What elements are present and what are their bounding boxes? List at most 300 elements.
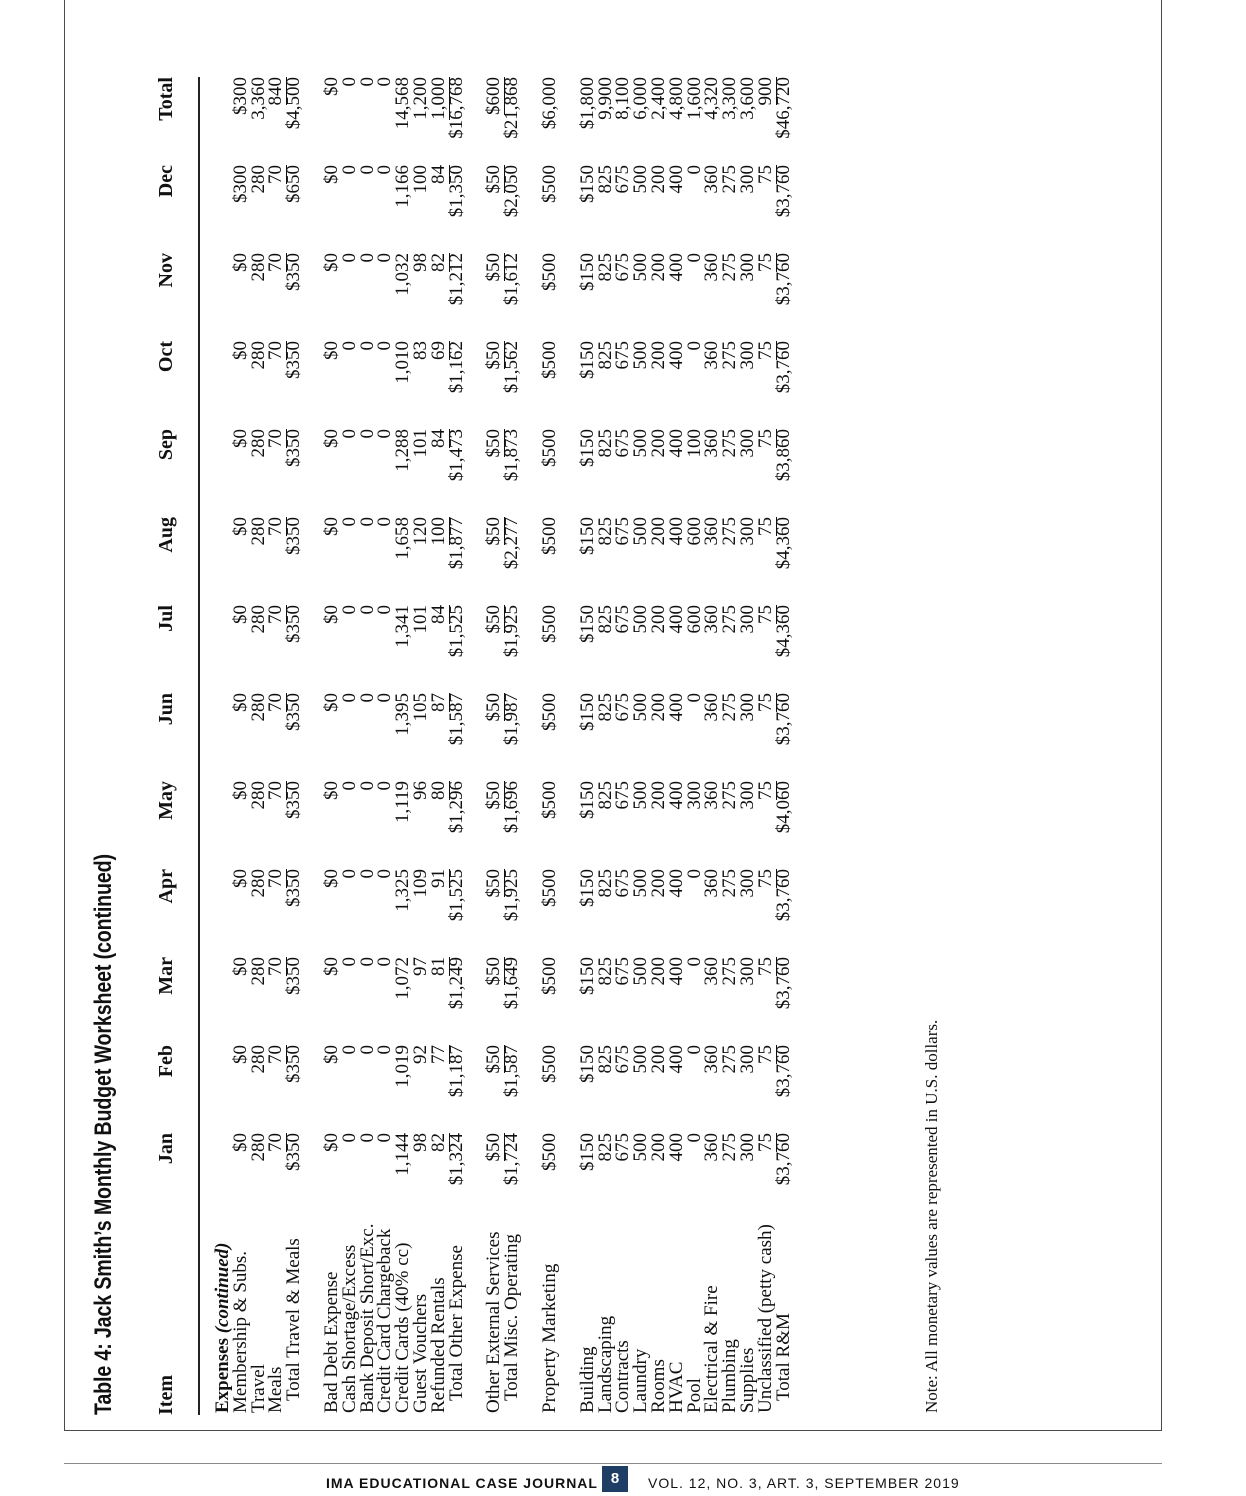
- cell-apr: [503, 869, 521, 957]
- cell-value: 82: [427, 253, 449, 272]
- row-label: Total Other Expense: [445, 1245, 467, 1401]
- cell-dec: [320, 165, 342, 253]
- cell-value: $1,873: [501, 429, 523, 482]
- cell-value: 275: [719, 1045, 741, 1074]
- cell-nov: [665, 253, 687, 341]
- cell-value: $350: [283, 869, 305, 907]
- cell-value: 300: [736, 781, 758, 810]
- footnote: Note: All monetary values are represented in U.S. dollars.: [922, 1019, 941, 1413]
- cell-value: 275: [719, 869, 741, 898]
- cell-total: [356, 77, 378, 165]
- cell-value: 300: [736, 605, 758, 634]
- cell-value: 0: [356, 77, 378, 87]
- cell-may: [356, 781, 378, 869]
- cell-value: 300: [736, 253, 758, 282]
- row-label: Other External Services: [483, 1231, 505, 1413]
- cell-value: $500: [538, 517, 560, 555]
- cell-value: 3,600: [736, 77, 758, 120]
- cell-value: $50: [483, 1045, 505, 1074]
- cell-value: 6,000: [630, 77, 652, 120]
- cell-value: $1,562: [501, 341, 523, 394]
- cell-value: 825: [594, 869, 616, 898]
- cell-value: $4,500: [283, 77, 305, 130]
- row-label: Property Marketing: [538, 1263, 560, 1413]
- cell-value: 4,800: [665, 77, 687, 120]
- cell-value: 400: [665, 605, 687, 634]
- cell-jun: [356, 693, 378, 781]
- cell-value: $0: [229, 605, 251, 624]
- cell-value: 96: [409, 781, 431, 800]
- cell-value: 500: [630, 781, 652, 810]
- cell-value: $500: [538, 1133, 560, 1171]
- cell-value: 200: [647, 1133, 669, 1162]
- cell-value: 100: [409, 165, 431, 194]
- cell-value: $0: [320, 341, 342, 360]
- cell-value: 0: [356, 1045, 378, 1055]
- cell-value: 1,019: [392, 1045, 414, 1088]
- cell-value: $350: [283, 957, 305, 995]
- cell-value: 8,100: [612, 77, 634, 120]
- cell-value: $50: [483, 605, 505, 634]
- cell-value: $500: [538, 1045, 560, 1083]
- cell-value: $4,360: [772, 605, 794, 658]
- cell-jan: [338, 1133, 360, 1221]
- cell-value: 1,341: [392, 605, 414, 648]
- cell-value: 1,144: [392, 1133, 414, 1176]
- cell-oct: [538, 341, 560, 429]
- cell-value: 0: [683, 957, 705, 967]
- cell-value: $0: [320, 1045, 342, 1064]
- cell-feb: [320, 1045, 342, 1133]
- cell-value: 0: [683, 253, 705, 263]
- cell-value: $0: [229, 957, 251, 976]
- cell-mar: [538, 957, 560, 1045]
- row-label: HVAC: [665, 1361, 687, 1413]
- cell-value: 75: [754, 1045, 776, 1064]
- cell-value: 1,000: [427, 77, 449, 120]
- cell-jan: [285, 1133, 303, 1221]
- budget-table: [156, 77, 792, 1415]
- cell-value: 0: [374, 517, 396, 527]
- row-label: Guest Vouchers: [409, 1293, 431, 1413]
- table-row: [359, 77, 377, 1415]
- cell-value: 0: [683, 1045, 705, 1055]
- cell-value: 500: [630, 429, 652, 458]
- cell-value: 100: [683, 429, 705, 458]
- cell-value: 500: [630, 165, 652, 194]
- page-footer: [0, 1470, 1246, 1496]
- cell-nov: [356, 253, 378, 341]
- row-label: Credit Cards (40% cc): [392, 1242, 414, 1413]
- cell-value: 81: [427, 957, 449, 976]
- cell-value: 200: [647, 781, 669, 810]
- cell-value: $50: [483, 341, 505, 370]
- cell-value: $0: [229, 517, 251, 536]
- cell-value: 84: [427, 605, 449, 624]
- cell-mar: [338, 957, 360, 1045]
- cell-total: [320, 77, 342, 165]
- cell-value: 0: [356, 1133, 378, 1143]
- cell-value: 0: [374, 77, 396, 87]
- cell-aug: [772, 517, 794, 605]
- column-header-jan: Jan: [155, 1133, 177, 1165]
- cell-value: 0: [683, 341, 705, 351]
- cell-value: $50: [483, 1133, 505, 1162]
- table-row: [394, 77, 412, 1415]
- cell-value: $1,800: [576, 77, 598, 130]
- cell-value: 300: [736, 1045, 758, 1074]
- cell-value: 84: [427, 429, 449, 448]
- cell-jan: [503, 1133, 521, 1221]
- cell-value: $4,060: [772, 781, 794, 834]
- row-label: Electrical & Fire: [701, 1285, 723, 1413]
- cell-oct: [445, 341, 467, 429]
- cell-value: 70: [265, 253, 287, 272]
- cell-value: 280: [247, 1045, 269, 1074]
- cell-value: 360: [701, 605, 723, 634]
- cell-value: $3,760: [772, 957, 794, 1010]
- cell-value: $3,760: [772, 693, 794, 746]
- cell-value: $0: [229, 341, 251, 360]
- cell-value: 675: [612, 517, 634, 546]
- cell-jul: [356, 605, 378, 693]
- cell-value: 280: [247, 517, 269, 546]
- cell-value: 400: [665, 693, 687, 722]
- cell-value: 70: [265, 1045, 287, 1064]
- row-label: Total R&M: [772, 1313, 794, 1401]
- cell-value: 360: [701, 517, 723, 546]
- cell-value: 1,658: [392, 517, 414, 560]
- issue-info: VOL. 12, NO. 3, ART. 3, SEPTEMBER 2019: [648, 1475, 960, 1491]
- cell-aug: [445, 517, 467, 605]
- row-label: Building: [576, 1346, 598, 1413]
- cell-total: [285, 77, 303, 165]
- cell-value: 70: [265, 165, 287, 184]
- cell-value: 280: [247, 781, 269, 810]
- cell-nov: [772, 253, 794, 341]
- cell-value: 75: [754, 429, 776, 448]
- cell-value: 300: [736, 869, 758, 898]
- cell-value: 0: [338, 1045, 360, 1055]
- cell-value: $150: [576, 781, 598, 819]
- cell-jul: [445, 605, 467, 693]
- total-row: [775, 77, 793, 1415]
- cell-nov: [503, 253, 521, 341]
- cell-value: 675: [612, 1133, 634, 1162]
- cell-value: $1,724: [501, 1133, 523, 1186]
- cell-value: 0: [356, 605, 378, 615]
- cell-jun: [285, 693, 303, 781]
- cell-value: 0: [338, 605, 360, 615]
- cell-apr: [356, 869, 378, 957]
- cell-value: 360: [701, 1045, 723, 1074]
- cell-value: $150: [576, 517, 598, 555]
- cell-value: 1,200: [409, 77, 431, 120]
- cell-value: $300: [229, 165, 251, 203]
- cell-value: 280: [247, 429, 269, 458]
- cell-value: $500: [538, 165, 560, 203]
- cell-value: 75: [754, 781, 776, 800]
- table-row: [412, 77, 430, 1415]
- cell-value: 75: [754, 869, 776, 888]
- cell-oct: [285, 341, 303, 429]
- cell-value: 69: [427, 341, 449, 360]
- cell-value: $3,760: [772, 341, 794, 394]
- cell-value: 825: [594, 1133, 616, 1162]
- cell-value: $0: [229, 429, 251, 448]
- column-header-jun: Jun: [155, 693, 177, 726]
- cell-value: $21,868: [501, 77, 523, 139]
- cell-value: $150: [576, 605, 598, 643]
- cell-value: $3,860: [772, 429, 794, 482]
- cell-value: 0: [338, 1133, 360, 1143]
- cell-value: $350: [283, 605, 305, 643]
- cell-feb: [772, 1045, 794, 1133]
- row-label: Unclassified (petty cash): [754, 1224, 776, 1413]
- cell-jul: [538, 605, 560, 693]
- cell-value: 0: [356, 253, 378, 263]
- cell-jul: [503, 605, 521, 693]
- cell-oct: [320, 341, 342, 429]
- cell-value: 200: [647, 1045, 669, 1074]
- cell-value: $2,050: [501, 165, 523, 218]
- cell-value: 200: [647, 341, 669, 370]
- cell-value: 0: [374, 693, 396, 703]
- cell-oct: [338, 341, 360, 429]
- cell-mar: [285, 957, 303, 1045]
- cell-value: 500: [630, 605, 652, 634]
- cell-value: $0: [320, 77, 342, 96]
- cell-jul: [338, 605, 360, 693]
- cell-value: 2,400: [647, 77, 669, 120]
- cell-value: $1,612: [501, 253, 523, 306]
- rotated-table-page: [82, 75, 942, 1415]
- cell-value: $150: [576, 869, 598, 907]
- cell-value: $3,760: [772, 1133, 794, 1186]
- cell-value: 825: [594, 781, 616, 810]
- cell-jan: [356, 1133, 378, 1221]
- cell-value: $150: [576, 165, 598, 203]
- cell-total: [445, 77, 467, 165]
- cell-apr: [665, 869, 687, 957]
- page-number: 8: [602, 1466, 628, 1492]
- column-header-jul: Jul: [155, 605, 177, 632]
- cell-value: 87: [427, 693, 449, 712]
- cell-value: $1,925: [501, 605, 523, 658]
- cell-value: 0: [374, 1045, 396, 1055]
- cell-value: $16,768: [445, 77, 467, 139]
- cell-feb: [285, 1045, 303, 1133]
- cell-mar: [320, 957, 342, 1045]
- cell-value: 0: [356, 781, 378, 791]
- cell-mar: [772, 957, 794, 1045]
- cell-value: 75: [754, 693, 776, 712]
- row-label: Refunded Rentals: [427, 1277, 449, 1413]
- cell-dec: [338, 165, 360, 253]
- row-label: Contracts: [612, 1340, 634, 1413]
- cell-value: 0: [374, 605, 396, 615]
- section-heading-row: [199, 77, 232, 1415]
- cell-total: [538, 77, 560, 165]
- column-header-aug: Aug: [155, 517, 177, 553]
- cell-value: $500: [538, 693, 560, 731]
- cell-value: 275: [719, 1133, 741, 1162]
- cell-value: $1,587: [501, 1045, 523, 1098]
- table-row: [668, 77, 686, 1415]
- cell-value: 0: [338, 781, 360, 791]
- cell-value: 825: [594, 165, 616, 194]
- cell-value: $50: [483, 869, 505, 898]
- row-label: Meals: [265, 1366, 287, 1413]
- cell-value: 70: [265, 429, 287, 448]
- cell-value: 280: [247, 253, 269, 282]
- cell-value: 200: [647, 517, 669, 546]
- cell-value: $0: [320, 429, 342, 448]
- row-label: Supplies: [736, 1347, 758, 1413]
- cell-value: $0: [229, 869, 251, 888]
- cell-jan: [538, 1133, 560, 1221]
- cell-value: $3,760: [772, 165, 794, 218]
- cell-total: [772, 77, 794, 165]
- column-header-nov: Nov: [155, 253, 177, 288]
- cell-value: 275: [719, 517, 741, 546]
- cell-value: $50: [483, 165, 505, 194]
- cell-value: $0: [320, 1133, 342, 1152]
- cell-value: $50: [483, 253, 505, 282]
- cell-value: 275: [719, 781, 741, 810]
- cell-value: 275: [719, 341, 741, 370]
- cell-value: 400: [665, 341, 687, 370]
- cell-value: 0: [374, 341, 396, 351]
- cell-value: 105: [409, 693, 431, 722]
- cell-value: 300: [736, 429, 758, 458]
- cell-value: 0: [356, 693, 378, 703]
- cell-value: $650: [283, 165, 305, 203]
- cell-value: 500: [630, 253, 652, 282]
- cell-value: 0: [374, 429, 396, 439]
- cell-jan: [772, 1133, 794, 1221]
- cell-may: [772, 781, 794, 869]
- cell-value: 1,010: [392, 341, 414, 384]
- cell-value: $46,720: [772, 77, 794, 139]
- cell-value: 70: [265, 341, 287, 360]
- cell-value: $50: [483, 957, 505, 986]
- cell-value: $150: [576, 429, 598, 467]
- row-label: Total Misc. Operating: [501, 1234, 523, 1401]
- cell-value: 80: [427, 781, 449, 800]
- total-row: [285, 77, 303, 1415]
- cell-value: 500: [630, 693, 652, 722]
- cell-aug: [503, 517, 521, 605]
- cell-sep: [285, 429, 303, 517]
- cell-value: 675: [612, 253, 634, 282]
- cell-value: 70: [265, 957, 287, 976]
- cell-value: 280: [247, 1133, 269, 1162]
- cell-value: $0: [229, 693, 251, 712]
- cell-value: 600: [683, 605, 705, 634]
- cell-value: $1,212: [445, 253, 467, 306]
- cell-value: 840: [265, 77, 287, 106]
- cell-value: 0: [683, 1133, 705, 1143]
- cell-value: 500: [630, 869, 652, 898]
- cell-value: 400: [665, 957, 687, 986]
- cell-apr: [338, 869, 360, 957]
- cell-value: 200: [647, 165, 669, 194]
- cell-value: 825: [594, 1045, 616, 1074]
- cell-value: $3,760: [772, 869, 794, 922]
- cell-mar: [503, 957, 521, 1045]
- cell-value: 75: [754, 517, 776, 536]
- cell-nov: [338, 253, 360, 341]
- cell-value: 98: [409, 253, 431, 272]
- cell-value: 75: [754, 341, 776, 360]
- cell-value: 675: [612, 781, 634, 810]
- cell-value: 84: [427, 165, 449, 184]
- cell-value: 300: [736, 1133, 758, 1162]
- cell-value: 1,166: [392, 165, 414, 208]
- cell-jun: [772, 693, 794, 781]
- cell-nov: [445, 253, 467, 341]
- cell-value: 280: [247, 341, 269, 370]
- cell-value: 825: [594, 341, 616, 370]
- cell-value: 83: [409, 341, 431, 360]
- group-spacer: [465, 77, 485, 1415]
- cell-apr: [538, 869, 560, 957]
- cell-value: $500: [538, 429, 560, 467]
- cell-total: [338, 77, 360, 165]
- cell-value: $2,277: [501, 517, 523, 570]
- cell-value: $0: [320, 517, 342, 536]
- cell-feb: [538, 1045, 560, 1133]
- cell-value: 1,325: [392, 869, 414, 912]
- column-header-dec: Dec: [155, 165, 177, 198]
- cell-feb: [356, 1045, 378, 1133]
- cell-oct: [665, 341, 687, 429]
- cell-value: 300: [736, 957, 758, 986]
- cell-may: [503, 781, 521, 869]
- cell-value: 82: [427, 1133, 449, 1152]
- cell-value: $350: [283, 429, 305, 467]
- cell-value: 825: [594, 605, 616, 634]
- cell-value: 280: [247, 605, 269, 634]
- cell-value: $1,473: [445, 429, 467, 482]
- cell-value: $0: [320, 605, 342, 624]
- cell-may: [445, 781, 467, 869]
- cell-value: 0: [374, 1133, 396, 1143]
- cell-mar: [665, 957, 687, 1045]
- cell-value: 92: [409, 1045, 431, 1064]
- cell-sep: [320, 429, 342, 517]
- cell-value: 825: [594, 517, 616, 546]
- cell-sep: [338, 429, 360, 517]
- column-header-total: Total: [155, 77, 177, 121]
- cell-jan: [665, 1133, 687, 1221]
- cell-jan: [320, 1133, 342, 1221]
- cell-value: 1,032: [392, 253, 414, 296]
- cell-value: $0: [229, 1045, 251, 1064]
- group-spacer: [559, 77, 579, 1415]
- cell-apr: [772, 869, 794, 957]
- cell-value: 275: [719, 429, 741, 458]
- cell-value: 400: [665, 781, 687, 810]
- cell-value: 200: [647, 605, 669, 634]
- cell-value: 0: [356, 517, 378, 527]
- row-label: Bank Deposit Short/Exc.: [356, 1223, 378, 1413]
- cell-value: $350: [283, 253, 305, 291]
- row-label: Rooms: [647, 1359, 669, 1413]
- cell-mar: [356, 957, 378, 1045]
- cell-value: $150: [576, 957, 598, 995]
